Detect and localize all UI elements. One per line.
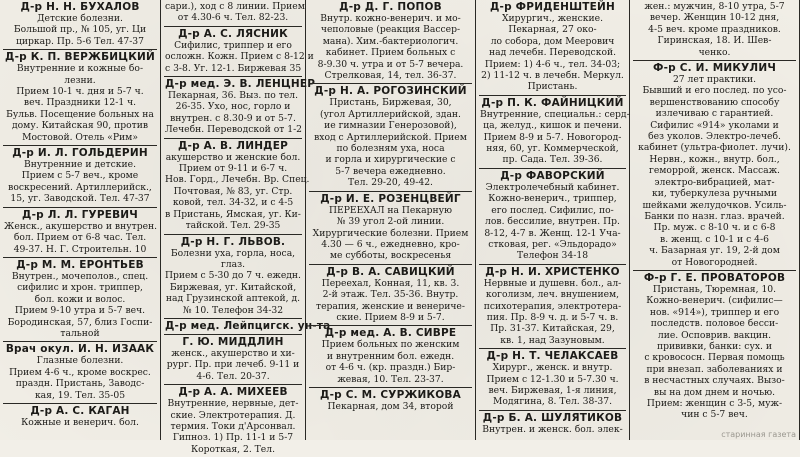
ad-text-line: чеполовые (реакция Вассер- bbox=[320, 24, 461, 36]
ad-text-line: ие гимназии Генерозовой), bbox=[324, 120, 457, 132]
ad-text-line: праздн. Пристань, Заводс- bbox=[15, 378, 145, 390]
ad-text-line: пр. Сада. Тел. 39-36. bbox=[502, 154, 603, 166]
ad-text-line: Нервные и душевн. бол., ал- bbox=[483, 277, 622, 289]
ad-text-line: 49-37. Н. Г. Строительн. 10 bbox=[13, 243, 147, 255]
ad-text-line: Внутренние, нервные, дет- bbox=[167, 398, 299, 410]
doctor-ad bbox=[3, 146, 157, 208]
doctor-ad bbox=[164, 139, 310, 235]
ad-text-line: от 4.30-6 ч. Тел. 82-23. bbox=[177, 12, 289, 24]
doctor-ad bbox=[3, 0, 157, 50]
ad-text-line: 4-6. Тел. 20-37. bbox=[196, 370, 270, 382]
doctor-ad bbox=[479, 349, 626, 411]
ad-text-line: вершенствованию способу bbox=[649, 96, 780, 108]
ad-text-line: жен.: мужчин, 8-10 утра, 5-7 bbox=[644, 1, 785, 12]
ad-text-line: терапия, женские и венериче- bbox=[316, 300, 465, 312]
ad-text-line: геморрой, женск. Массаж. bbox=[649, 165, 780, 177]
column-4 bbox=[476, 0, 630, 440]
ad-title: Д-р А. В. ЛИНДЕР bbox=[177, 139, 288, 152]
doctor-ad bbox=[479, 265, 626, 349]
ad-text-line: няя, 60, уг. Коммерческой, bbox=[486, 143, 619, 155]
doctor-ad bbox=[633, 61, 796, 271]
ad-text-line: Почтовая, № 83, уг. Стр. bbox=[173, 185, 293, 197]
doctor-ad bbox=[309, 326, 472, 388]
ad-title: Д-р И. Е. РОЗЕНЦВЕЙГ bbox=[320, 192, 461, 205]
ad-text-line: осложн. Кожн. Прием с 8-12 и bbox=[165, 51, 314, 63]
ad-text-line: ме субботы, воскресенья bbox=[329, 250, 452, 262]
ad-title: Д-р мед. Э. В. ЛЕНЦНЕР bbox=[165, 78, 316, 91]
ad-text-line: бол. кожи и волос. bbox=[34, 293, 126, 305]
ad-text-line: ло собора, дом Меерович bbox=[490, 35, 615, 47]
ad-text-line: коголизм, леч. внушением, bbox=[485, 289, 620, 301]
ad-text-line: с кровососн. Первая помощь bbox=[644, 352, 785, 364]
ad-text-line: шейками желудочков. Усиль- bbox=[642, 199, 787, 211]
ad-text-line: Пристань. bbox=[527, 81, 578, 93]
ad-text-line: Модягина, 8. Тел. 38-37. bbox=[492, 396, 613, 408]
doctor-ad bbox=[164, 235, 302, 319]
ad-text-line: Переехал, Конная, 11, кв. 3. bbox=[321, 277, 460, 289]
doctor-ad bbox=[309, 388, 472, 414]
ad-text-line: 26-35. Ухо, нос, горло и bbox=[175, 101, 291, 113]
ad-text-line: мана). Хим.-бактериологич. bbox=[322, 35, 459, 47]
ad-title: Д-р Л. Л. ГУРЕВИЧ bbox=[22, 208, 138, 221]
ad-text-line: в. женщ. с 10-1 и с 4-6 bbox=[660, 233, 769, 245]
ad-text-line: кая, 19. Тел. 35-05 bbox=[34, 389, 126, 401]
ad-text-line: по болезням уха, носа bbox=[336, 143, 445, 155]
doctor-ad bbox=[3, 404, 157, 430]
ad-text-line: и горла и хирургические с bbox=[325, 154, 456, 166]
ad-text-line: вход с Артиллерийской. Прием bbox=[314, 131, 467, 143]
ad-text-line: воскресений. Артиллерийск., bbox=[8, 181, 152, 193]
ad-text-line: сари.), ход с 8 линии. Прием bbox=[165, 1, 305, 12]
ad-text-line: Сифилис «914» уколами и bbox=[650, 119, 779, 131]
ad-text-line: 4.30 — 6 ч., ежедневно, кро- bbox=[321, 238, 460, 250]
ad-text-line: и внутренним бол. ежедн. bbox=[326, 350, 455, 362]
doctor-ad bbox=[164, 385, 302, 457]
ad-text-line: Биржевая, уг. Китайской, bbox=[169, 281, 297, 293]
ad-text-line: Кожно-венерич. (сифилис— bbox=[646, 295, 783, 307]
ad-text-line: Тел. 29-20, 49-42. bbox=[348, 177, 433, 189]
ad-text-line: Гиринская, 18. И. Шев- bbox=[657, 35, 772, 47]
ad-text-line: излечиваю с гарантией. bbox=[655, 108, 774, 120]
ad-text-line: веч. Праздники 12-1 ч. bbox=[23, 97, 137, 109]
ad-text-line: над лечебн. Переводской. bbox=[488, 47, 617, 59]
ad-text-line: Бульв. Посещение больных на bbox=[6, 108, 154, 120]
ad-title: Д-р ФРИДЕНШТЕЙН bbox=[490, 1, 615, 13]
doctor-ad bbox=[3, 258, 157, 342]
ad-text-line: Внутренние и детские. bbox=[24, 159, 136, 171]
ad-text-line: от 4-6 ч. (кр. праздн.) Бир- bbox=[325, 362, 456, 374]
ad-title: Д-р Б. А. ШУЛЯТИКОВ bbox=[482, 411, 623, 424]
ad-text-line: Хирург., женск. и внутр. bbox=[492, 362, 613, 374]
ad-title: Д-р С. М. СУРЖИКОВА bbox=[320, 388, 461, 401]
ad-text-line: Лечебн. Переводской от 1-2 bbox=[165, 124, 303, 136]
ad-text-line: Внутренние, специальн.: серд- bbox=[480, 108, 630, 120]
column-5 bbox=[630, 0, 800, 440]
ad-text-line: ч. Базарная уг. 19, 2-й дом bbox=[649, 245, 780, 257]
ad-title: Д-р А. А. МИХЕЕВ bbox=[178, 386, 288, 399]
ad-text-line: кабинет. Прием больных с bbox=[325, 47, 456, 59]
ad-text-line: от Новогородней. bbox=[671, 256, 758, 268]
ad-text-line: дому. Китайская 90, против bbox=[11, 120, 149, 132]
ad-title: Ф-р Г. Е. ПРОВАТОРОВ bbox=[643, 271, 786, 284]
ad-text-line: внутрен. с 8.30-9 и от 5-7. bbox=[170, 112, 296, 124]
ad-text-line: сифилис и хрон. триппер, bbox=[17, 282, 143, 294]
ad-text-line: Телефон 34-18 bbox=[516, 250, 589, 262]
ad-text-line: Прием 10-1 ч. дня и 5-7 ч. bbox=[16, 86, 144, 98]
doctor-ad bbox=[479, 169, 626, 265]
ad-text-line: вы на дом днем и ночью. bbox=[653, 386, 776, 398]
ad-text-line: Прием 4-6 ч., кроме воскрес. bbox=[9, 366, 151, 378]
ad-text-line: в несчастных случаях. Вызо- bbox=[644, 375, 785, 387]
ad-title: Д-р Н. Т. ЧЕЛАКСАЕВ bbox=[486, 350, 619, 363]
ad-text-line: Хирургич., женские. bbox=[502, 13, 603, 24]
ad-title: Д-р В. А. САВИЦКИЙ bbox=[326, 265, 455, 278]
ad-text-line: Внутренние и кожные бо- bbox=[16, 63, 144, 75]
ad-text-line: 8-9.30 ч. утра и от 5-7 вечера. bbox=[317, 58, 464, 70]
ad-text-line: 8-12, 4-7 в. Женщ. 12-1 Уча- bbox=[484, 227, 621, 239]
ad-text-line: ки, туберкулеза ручными bbox=[652, 188, 777, 200]
ad-title: Д-р К. П. ВЕРЖБИЦКИЙ bbox=[5, 51, 155, 64]
ad-title: Д-р мед. Лейпцигск. ун-та bbox=[165, 319, 331, 332]
doctor-ad bbox=[164, 335, 302, 385]
ad-text-line: Короткая, 2. Тел. bbox=[190, 443, 275, 455]
ad-text-line: (угол Артиллерийской, здан. bbox=[320, 108, 461, 120]
ad-text-line: без уколов. Электро-лечеб. bbox=[648, 131, 781, 143]
ad-title: Д-р Н. А. РОГОЗИНСКИЙ bbox=[314, 85, 467, 98]
doctor-ad bbox=[633, 0, 796, 61]
ad-text-line: 4-5 веч. кроме праздников. bbox=[648, 23, 781, 35]
ad-text-line: Прием с 12-1.30 и 5-7.30 ч. bbox=[486, 373, 619, 385]
ad-text-line: Нов. Горд., Лечебн. Вр. Спец. bbox=[165, 174, 310, 186]
doctor-ad bbox=[3, 342, 157, 404]
doctor-ad bbox=[164, 0, 305, 27]
ad-text-line: ченко. bbox=[698, 46, 731, 58]
ad-title: Ф-р С. И. МИКУЛИЧ bbox=[652, 62, 777, 75]
ad-text-line: Мостовой. Отель «Рим» bbox=[22, 131, 138, 143]
doctor-ad bbox=[309, 0, 472, 84]
ad-text-line: женск., акушерство и хи- bbox=[171, 347, 295, 359]
ad-text-line: Детские болезни. bbox=[37, 13, 123, 24]
ad-text-line: Прием с 5-30 до 7 ч. ежедн. bbox=[165, 270, 301, 282]
ad-title: Д-р А. С. ЛЯСНИК bbox=[178, 27, 288, 40]
ad-text-line: прививки, банки: сух. и bbox=[656, 340, 772, 352]
ad-text-line: Прием 8-9 и 5-7. Новогород- bbox=[483, 131, 622, 143]
ad-text-line: стковая, рег. «Эльдорадо» bbox=[488, 238, 617, 250]
ad-text-line: Бывший и его послед. по усо- bbox=[642, 85, 787, 97]
ad-text-line: последств. половое бесси- bbox=[650, 318, 779, 330]
ad-text-line: Внутр. кожно-венерич. и мо- bbox=[320, 13, 461, 24]
ad-text-line: Кожные и венерич. бол. bbox=[21, 416, 139, 428]
doctor-ad bbox=[164, 319, 331, 335]
ad-title: Д-р П. К. ФАЙНИЦКИЙ bbox=[481, 96, 624, 109]
ad-title: Д-р Н. Н. БУХАЛОВ bbox=[20, 1, 140, 13]
ad-text-line: 2) 11-12 ч. в лечебн. Меркул. bbox=[481, 70, 624, 82]
ad-text-line: Хирургические болезни. Прием bbox=[312, 227, 469, 239]
ad-text-line: Сифилис, триппер и его bbox=[174, 39, 292, 51]
ad-text-line: № 10. Телефон 34-32 bbox=[182, 304, 284, 316]
ad-text-line: 27 лет практики. bbox=[672, 74, 757, 86]
ad-title: Д-р Д. Г. ПОПОВ bbox=[339, 1, 442, 13]
ad-text-line: Бородинская, 57, близ Госпи- bbox=[7, 316, 153, 328]
ad-title: Д-р А. С. КАГАН bbox=[30, 404, 130, 417]
ad-text-line: Болезни уха, горла, носа, bbox=[170, 247, 296, 259]
doctor-ad bbox=[309, 84, 472, 191]
ad-text-line: Банки по назн. глаз. врачей. bbox=[644, 210, 785, 222]
ad-text-line: Пр. муж. с 8-10 ч. и с 6-8 bbox=[653, 222, 776, 234]
ad-title: Д-р Н. Г. ЛЬВОВ. bbox=[180, 235, 286, 248]
doctor-ad bbox=[479, 0, 626, 96]
doctor-ad bbox=[164, 77, 316, 139]
ad-text-line: Пекарная, 27 око- bbox=[508, 24, 597, 36]
ad-title: Д-р И. Л. ГОЛЬДЕРИН bbox=[12, 147, 148, 160]
doctor-ad bbox=[3, 208, 157, 258]
column-3 bbox=[306, 0, 476, 440]
ad-title: Д-р ФАВОРСКИЙ bbox=[500, 169, 605, 182]
ad-text-line: 15, уг. Заводской. Тел. 47-37 bbox=[10, 193, 150, 205]
ad-text-line: психотерапия, электротера- bbox=[483, 300, 622, 312]
ad-text-line: термия. Токи д'Арсонвал. bbox=[170, 420, 296, 432]
ad-text-line: Женск., акушерство и внутрен. bbox=[4, 220, 158, 232]
ad-text-line: нов. «914»), триппер и его bbox=[649, 306, 780, 318]
ad-text-line: Пристань, Тюремная, 10. bbox=[652, 283, 777, 295]
column-1 bbox=[0, 0, 161, 440]
ad-text-line: ские. Электротерапия. Д. bbox=[170, 409, 296, 421]
ad-text-line: № 39 угол 2-ой линии. bbox=[336, 216, 445, 228]
column-2 bbox=[161, 0, 331, 455]
ad-text-line: пия. Пр. 8-9 ч. д. и 5-7 ч. в. bbox=[486, 311, 619, 323]
ad-text-line: Пр. 31-37. Китайская, 29, bbox=[490, 323, 615, 335]
ad-text-line: с 3-8. Уг. 12-1. Биржевая 35 bbox=[165, 62, 302, 74]
ad-text-line: тайской. Тел. 29-35 bbox=[185, 220, 281, 232]
ad-text-line: ПЕРЕЕХАЛ на Пекарную bbox=[329, 204, 452, 216]
watermark: старинная газета bbox=[721, 430, 796, 439]
ad-text-line: Стрелковая, 14, тел. 36-37. bbox=[324, 70, 457, 82]
doctor-ad bbox=[479, 96, 630, 169]
ad-text-line: ковой, тел. 34-32, и с 4-5 bbox=[172, 197, 294, 209]
ad-text-line: Прием от 9-11 и 6-7 ч. bbox=[178, 163, 288, 175]
ad-text-line: кв. 1, над Зазуновым. bbox=[500, 334, 605, 346]
ad-text-line: глаз. bbox=[220, 258, 246, 270]
ad-text-line: 2-й этаж. Тел. 35-36. Внутр. bbox=[322, 289, 459, 301]
ad-text-line: при внезап. заболеваниях и bbox=[646, 363, 783, 375]
ad-text-line: электро-вибрацией, мат- bbox=[654, 176, 775, 188]
doctor-ad bbox=[633, 271, 796, 423]
ad-text-line: в Пристань, Ямская, уг. Ки- bbox=[165, 208, 301, 220]
ad-text-line: Пристань, Биржевая, 30, bbox=[329, 97, 452, 109]
ad-text-line: лезни. bbox=[64, 74, 96, 86]
doctor-ad bbox=[309, 265, 472, 327]
ad-title: Г. Ю. МИДДЛИН bbox=[182, 335, 284, 348]
ad-text-line: жевая, 10. Тел. 23-37. bbox=[337, 373, 444, 385]
doctor-ad bbox=[309, 192, 472, 265]
ad-text-line: Внутрен., мочеполов., спец. bbox=[11, 270, 149, 282]
ad-text-line: Прием 9-10 утра и 5-7 веч. bbox=[14, 305, 146, 317]
ad-text-line: Внутрен. и женск. бол. элек- bbox=[482, 423, 623, 435]
ad-text-line: 5-7 вечера ежедневно. bbox=[335, 165, 446, 177]
ad-text-line: Пекарная, дом 34, второй bbox=[327, 400, 454, 412]
ad-text-line: Прием больных по женским bbox=[321, 339, 460, 351]
ad-text-line: Прием: женщин с 3-5, муж- bbox=[646, 398, 783, 409]
ad-text-line: над Грузинской аптекой, д. bbox=[165, 293, 301, 305]
ad-text-line: рург. Пр. при лечеб. 9-11 и bbox=[166, 359, 300, 371]
ad-text-line: лов. бессилие, внутрен. Пр. bbox=[485, 216, 620, 228]
ad-title: Д-р М. М. ЕРОНТЬЕВ bbox=[16, 258, 144, 271]
ad-text-line: Большой пр., № 105, уг. Ци bbox=[13, 24, 147, 36]
ad-text-line: бол. Прием от 6-8 час. Тел. bbox=[13, 232, 147, 244]
ad-text-line: Гипноз. 1) Пр. 11-1 и 5-7 bbox=[172, 432, 294, 444]
ad-text-line: тальной bbox=[60, 327, 100, 339]
ad-text-line: кабинет (ультра-фиолет. лучи). bbox=[638, 142, 791, 154]
ad-title: Врач окул. И. Н. ИЗААК bbox=[5, 343, 155, 356]
ad-text-line: Кожно-венерич., триппер, bbox=[488, 193, 617, 205]
ad-text-line: Прием: 1) 4-6 ч., тел. 34-03; bbox=[484, 58, 621, 70]
ad-text-line: ца, желуд., кишок и печени. bbox=[483, 120, 622, 132]
ad-title: Д-р мед. А. В. СИВРЕ bbox=[324, 327, 457, 340]
ad-text-line: Пекарная, 36. Выз. по тел. bbox=[167, 90, 299, 102]
ad-text-line: его послед. Сифилис, по- bbox=[491, 204, 614, 216]
ad-text-line: Прием с 5-7 веч., кроме bbox=[21, 170, 139, 182]
doctor-ad bbox=[3, 50, 157, 146]
ad-text-line: чин с 5-7 веч. bbox=[681, 409, 748, 421]
ad-title: Д-р Н. И. ХРИСТЕНКО bbox=[485, 265, 620, 278]
ad-text-line: лие. Осповрив. вакцин. bbox=[657, 329, 772, 341]
ad-text-line: Глазные болезни. bbox=[36, 355, 124, 367]
ad-text-line: Электролечебный кабинет. bbox=[485, 181, 620, 193]
ad-text-line: вечер. Женщин 10-12 дня, bbox=[649, 12, 780, 24]
doctor-ad bbox=[479, 411, 626, 437]
ad-text-line: веч. Биржевая, 1-я линия, bbox=[488, 384, 617, 396]
ad-text-line: Нервн., кожн., внутр. бол., bbox=[649, 153, 780, 165]
doctor-ad bbox=[164, 27, 314, 77]
ad-text-line: ские. Прием 8-9 и 5-7. bbox=[336, 311, 445, 323]
ad-text-line: циркар. Пр. 5-6 Тел. 47-37 bbox=[15, 35, 145, 47]
ad-text-line: акушерство и женские бол. bbox=[165, 151, 301, 163]
